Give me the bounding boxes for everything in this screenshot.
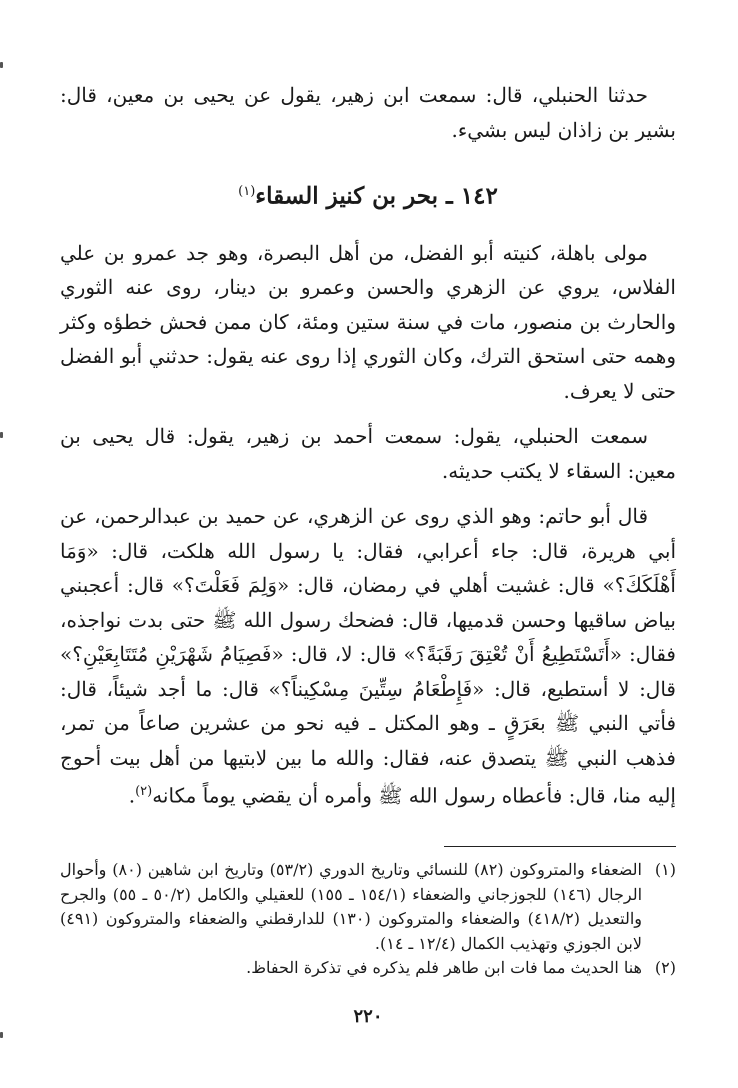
book-page bbox=[60, 68, 676, 1088]
margin-mark-top bbox=[0, 62, 3, 68]
margin-mark-bottom bbox=[0, 1032, 3, 1038]
heading-footnote-ref: (١) bbox=[238, 184, 256, 199]
footnote-text: هنا الحديث مما فات ابن طاهر فلم يذكره في تذكرة الحفاظ. bbox=[246, 958, 642, 977]
paragraph-hadith bbox=[60, 499, 676, 813]
paragraph-narration-intro: حدثنا الحنبلي، قال: سمعت ابن زهير، يقول عن يحيى بن معين، قال: بشير بن زاذان ليس بشيء. bbox=[60, 83, 676, 142]
margin-mark-middle bbox=[0, 432, 3, 438]
hadith-end-punct: . bbox=[128, 783, 136, 808]
entry-heading-text: ١٤٢ ـ بحر بن كنيز السقاء bbox=[255, 182, 498, 210]
footnote-item bbox=[60, 858, 676, 956]
page-number: ٢٢٠ bbox=[353, 1006, 383, 1027]
entry-heading bbox=[60, 177, 676, 212]
paragraph-ibn-main-quote: سمعت الحنبلي، يقول: سمعت أحمد بن زهير، يقول: قال يحيى بن معين: السقاء لا يكتب حديثه. bbox=[60, 424, 676, 483]
paragraph-biography: مولى باهلة، كنيته أبو الفضل، من أهل البصرة، وهو جد عمرو بن علي الفلاس، يروي عن الزهري والحسن وعمرو بن دينار، روى عنه الثوري والحارث بن منصور، مات في سنة ستين ومئة، كان ممن فحش خطؤه وكثر وهمه حتى استحق الترك، وكان الثوري إذا روى عنه يقول: حدثني أبو الفضل حتى لا يعرف. bbox=[60, 240, 676, 403]
footnote-text: الضعفاء والمتروكون (٨٢) للنسائي وتاريخ الدوري (٥٣/٢) وتاريخ ابن شاهين (٨٠) وأحوال الرجال (١٤٦) للجوزجاني والضعفاء (١٥٤/١ ـ ١٥٥) للعقيلي والكامل (٥٠/٢ ـ ٥٥) والجرح والتعديل (٤١٨/٢) والضعفاء والمتروكون (١٣٠) للدارقطني والضعفاء والمتروكون (٤٩١) لابن الجوزي وتهذيب الكمال (١٢/٤ ـ ١٤). bbox=[60, 860, 643, 953]
hadith-footnote-ref: (٢) bbox=[135, 784, 153, 800]
hadith-text: قال أبو حاتم: وهو الذي روى عن الزهري، عن حميد بن عبدالرحمن، عن أبي هريرة، قال: جاء أعرابي، فقال: يا رسول الله هلكت، قال: «وَمَا أَهْلَكَكَ؟» قال: غشيت أهلي في رمضان، قال: «وَلِمَ فَعَلْتَ؟» قال: أعجبني بياض ساقيها وحسن قدميها، قال: فضحك رسول الله ﷺ حتى بدت نواجذه، فقال: «أَتَسْتَطِيعُ أَنْ تُعْتِقَ رَقَبَةً؟» قال: لا، قال: «فَصِيَامُ شَهْرَيْنِ مُتَتَابِعَيْنِ؟» قال: لا أستطيع، قال: «فَإِطْعَامُ سِتِّينَ مِسْكِيناً؟» قال: ما أجد شيئاً، قال: فأتي النبي ﷺ بعَرَقٍ ـ وهو المكتل ـ فيه نحو من عشرين صاعاً من تمر، فذهب النبي ﷺ يتصدق عنه، فقال: والله ما بين لابتيها من أهل بيت أحوج إليه منا، قال: فأعطاه رسول الله ﷺ وأمره أن يقضي يوماً مكانه bbox=[60, 504, 676, 808]
footnote-number: (١) bbox=[654, 860, 676, 879]
footnote-number: (٢) bbox=[654, 958, 676, 977]
footnotes bbox=[60, 858, 676, 981]
footnote-item bbox=[60, 956, 676, 981]
footnote-separator bbox=[444, 846, 676, 847]
